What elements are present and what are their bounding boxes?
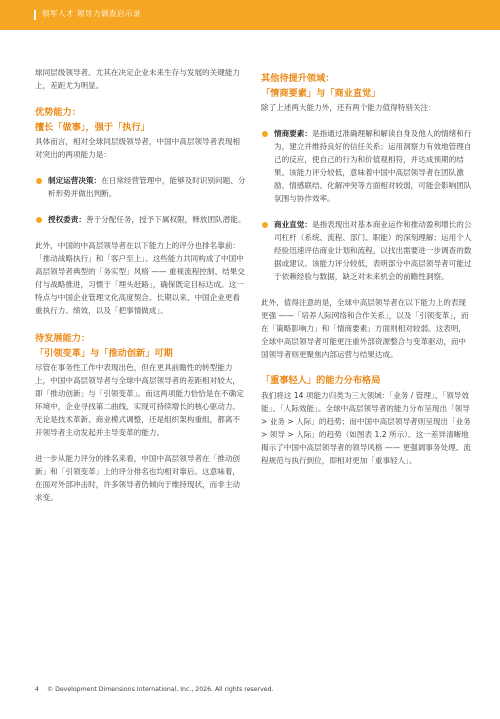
page-header [0,0,500,30]
bullet-text: 是指通过准确理解和解读自身及他人的情绪和行为，建立并维持良好的信任关系；运用洞察力有效地管理自己的反应，使自己的行为和价值观相符，并达成预期的结果。该能力评分较低，意味着中国中高层领导者在团队激励、情感联结、化解冲突等方面相对较弱，可能会影响团队氛围与协作效率。 [274,129,472,203]
pragmatic-style-paragraph: 此外，中国的中高层领导者在以下能力上的评分也排名靠前：「推动战略执行」和「客户至上」。这些能力共同构成了中国中高层领导者典型的「务实型」风格 —— 重视流程控制、结果交付与战略推进，习惯于「埋头赶路」，确保既定目标达成。这一特点与中国企业管理文化高度契合。长期以来，中国企业更看重执行力、绩效，以及「把事情做成」。 [35,241,245,315]
development-paragraph: 尽管在事务性工作中表现出色，但在更具前瞻性的转型能力上，中国中高层领导者与全球中高层领导者的差距相对较大，即「推动创新」与「引领变革」。而这两项能力恰恰是在不确定环境中，企业寻找第二曲线、实现可持续增长的核心驱动力。无论是技术革新、商业模式调整，还是组织架构重组，都离不开领导者主动发起并主导变革的能力。 [35,363,244,437]
bullet-text: 在日常经营管理中，能够及时识别问题、分析形势并做出判断。 [48,176,246,198]
section-heading-other-areas: 其他待提升领域： [261,73,335,84]
section-subheading-other-areas: 「情商要素」与「商业直觉」 [261,87,381,99]
header-title: 领军人才 领导力调查启示录 [42,9,141,18]
ranking-paragraph: 进一步从能力评分的排名来看，中国中高层领导者在「推动创新」和「引领变革」上的评分排名也均相对靠后。这意味着，在面对外部冲击时，许多领导者仍倾向于维持现状，而非主动求变。 [35,454,241,502]
section-heading-strengths: 优势能力： [35,107,81,118]
bullet-term: 授权委责： [48,215,86,224]
bullet-dot [36,217,42,223]
section-heading-development: 待发展能力： [35,333,91,344]
bullet-term: 情商要素： [274,129,312,138]
section-heading-distribution: 「重事轻人」的能力分布格局 [261,375,381,386]
header-divider [34,10,36,20]
global-comparison-paragraph: 此外，值得注意的是，全球中高层领导者在以下能力上的表现更强 ——「培养人际网络和合作关系」，以及「引领变革」，而在「策略影响力」和「情商要素」方面则相对较弱。这表明，全球中高层领导者可能更注重外部资源整合与变革驱动，而中国领导者则更聚焦内部运营与结果达成。 [261,298,469,359]
bullet-term: 商业直觉： [274,220,312,229]
bullet-dot [262,131,268,137]
distribution-paragraph: 我们将这 14 项能力归类为三大领域：「业务 / 管理」、「领导效能」、「人际效能」。全球中高层领导者的能力分布呈现出「领导 > 业务 > 人际」的趋势；而中国中高层领导者则呈现出「业务 > 领导 > 人际」的趋势（如图表 1.2 所示）。这一差异清晰地揭示了中国中高层领导者的领导风格 —— 更强调事务处理、流程规范与执行到位，即相对更加「重事轻人」。 [261,390,471,465]
section-subheading-strengths: 擅长「做事」，强于「执行」 [35,121,150,133]
bullet-text: 是指表现出对基本商业运作和推动盈利增长的公司杠杆（系统、流程、部门、职能）的深刻理解；运用个人经验迅速评估商业计划和流程，以找出需要进一步调查的数据或建议。该能力评分较低，表明部分中高层领导者可能过于依赖经验与数据，缺乏对未来机会的前瞻性洞察。 [274,220,472,281]
bullet-dot [262,222,268,228]
left-column [35,66,247,504]
page-number: 4 [35,686,39,693]
bullet-dot [36,178,42,184]
bullet-emotional-intelligence [261,127,473,205]
intro-paragraph: 球同层级领导者。尤其在决定企业未来生存与发展的关键能力上，差距尤为明显。 [35,68,241,90]
strengths-paragraph: 具体而言，相对全球同层级领导者，中国中高层领导者表现相对突出的两项能力是： [35,137,241,159]
right-column [261,72,473,467]
other-areas-paragraph: 除了上述两大能力外，还有两个能力值得特别关注： [261,103,436,112]
bullet-business-acumen [261,218,473,283]
bullet-term: 制定运营决策： [48,176,102,185]
bullet-delegation [35,213,247,226]
section-subheading-development: 「引领变革」与「推动创新」可期 [35,347,173,359]
bullet-operational-decisions [35,174,247,200]
bullet-text: 善于分配任务，授予下属权限，释放团队潜能。 [85,215,246,224]
copyright-text: © Development Dimensions International, Inc., 2026. All rights reserved. [46,686,274,693]
page-footer [35,686,273,693]
